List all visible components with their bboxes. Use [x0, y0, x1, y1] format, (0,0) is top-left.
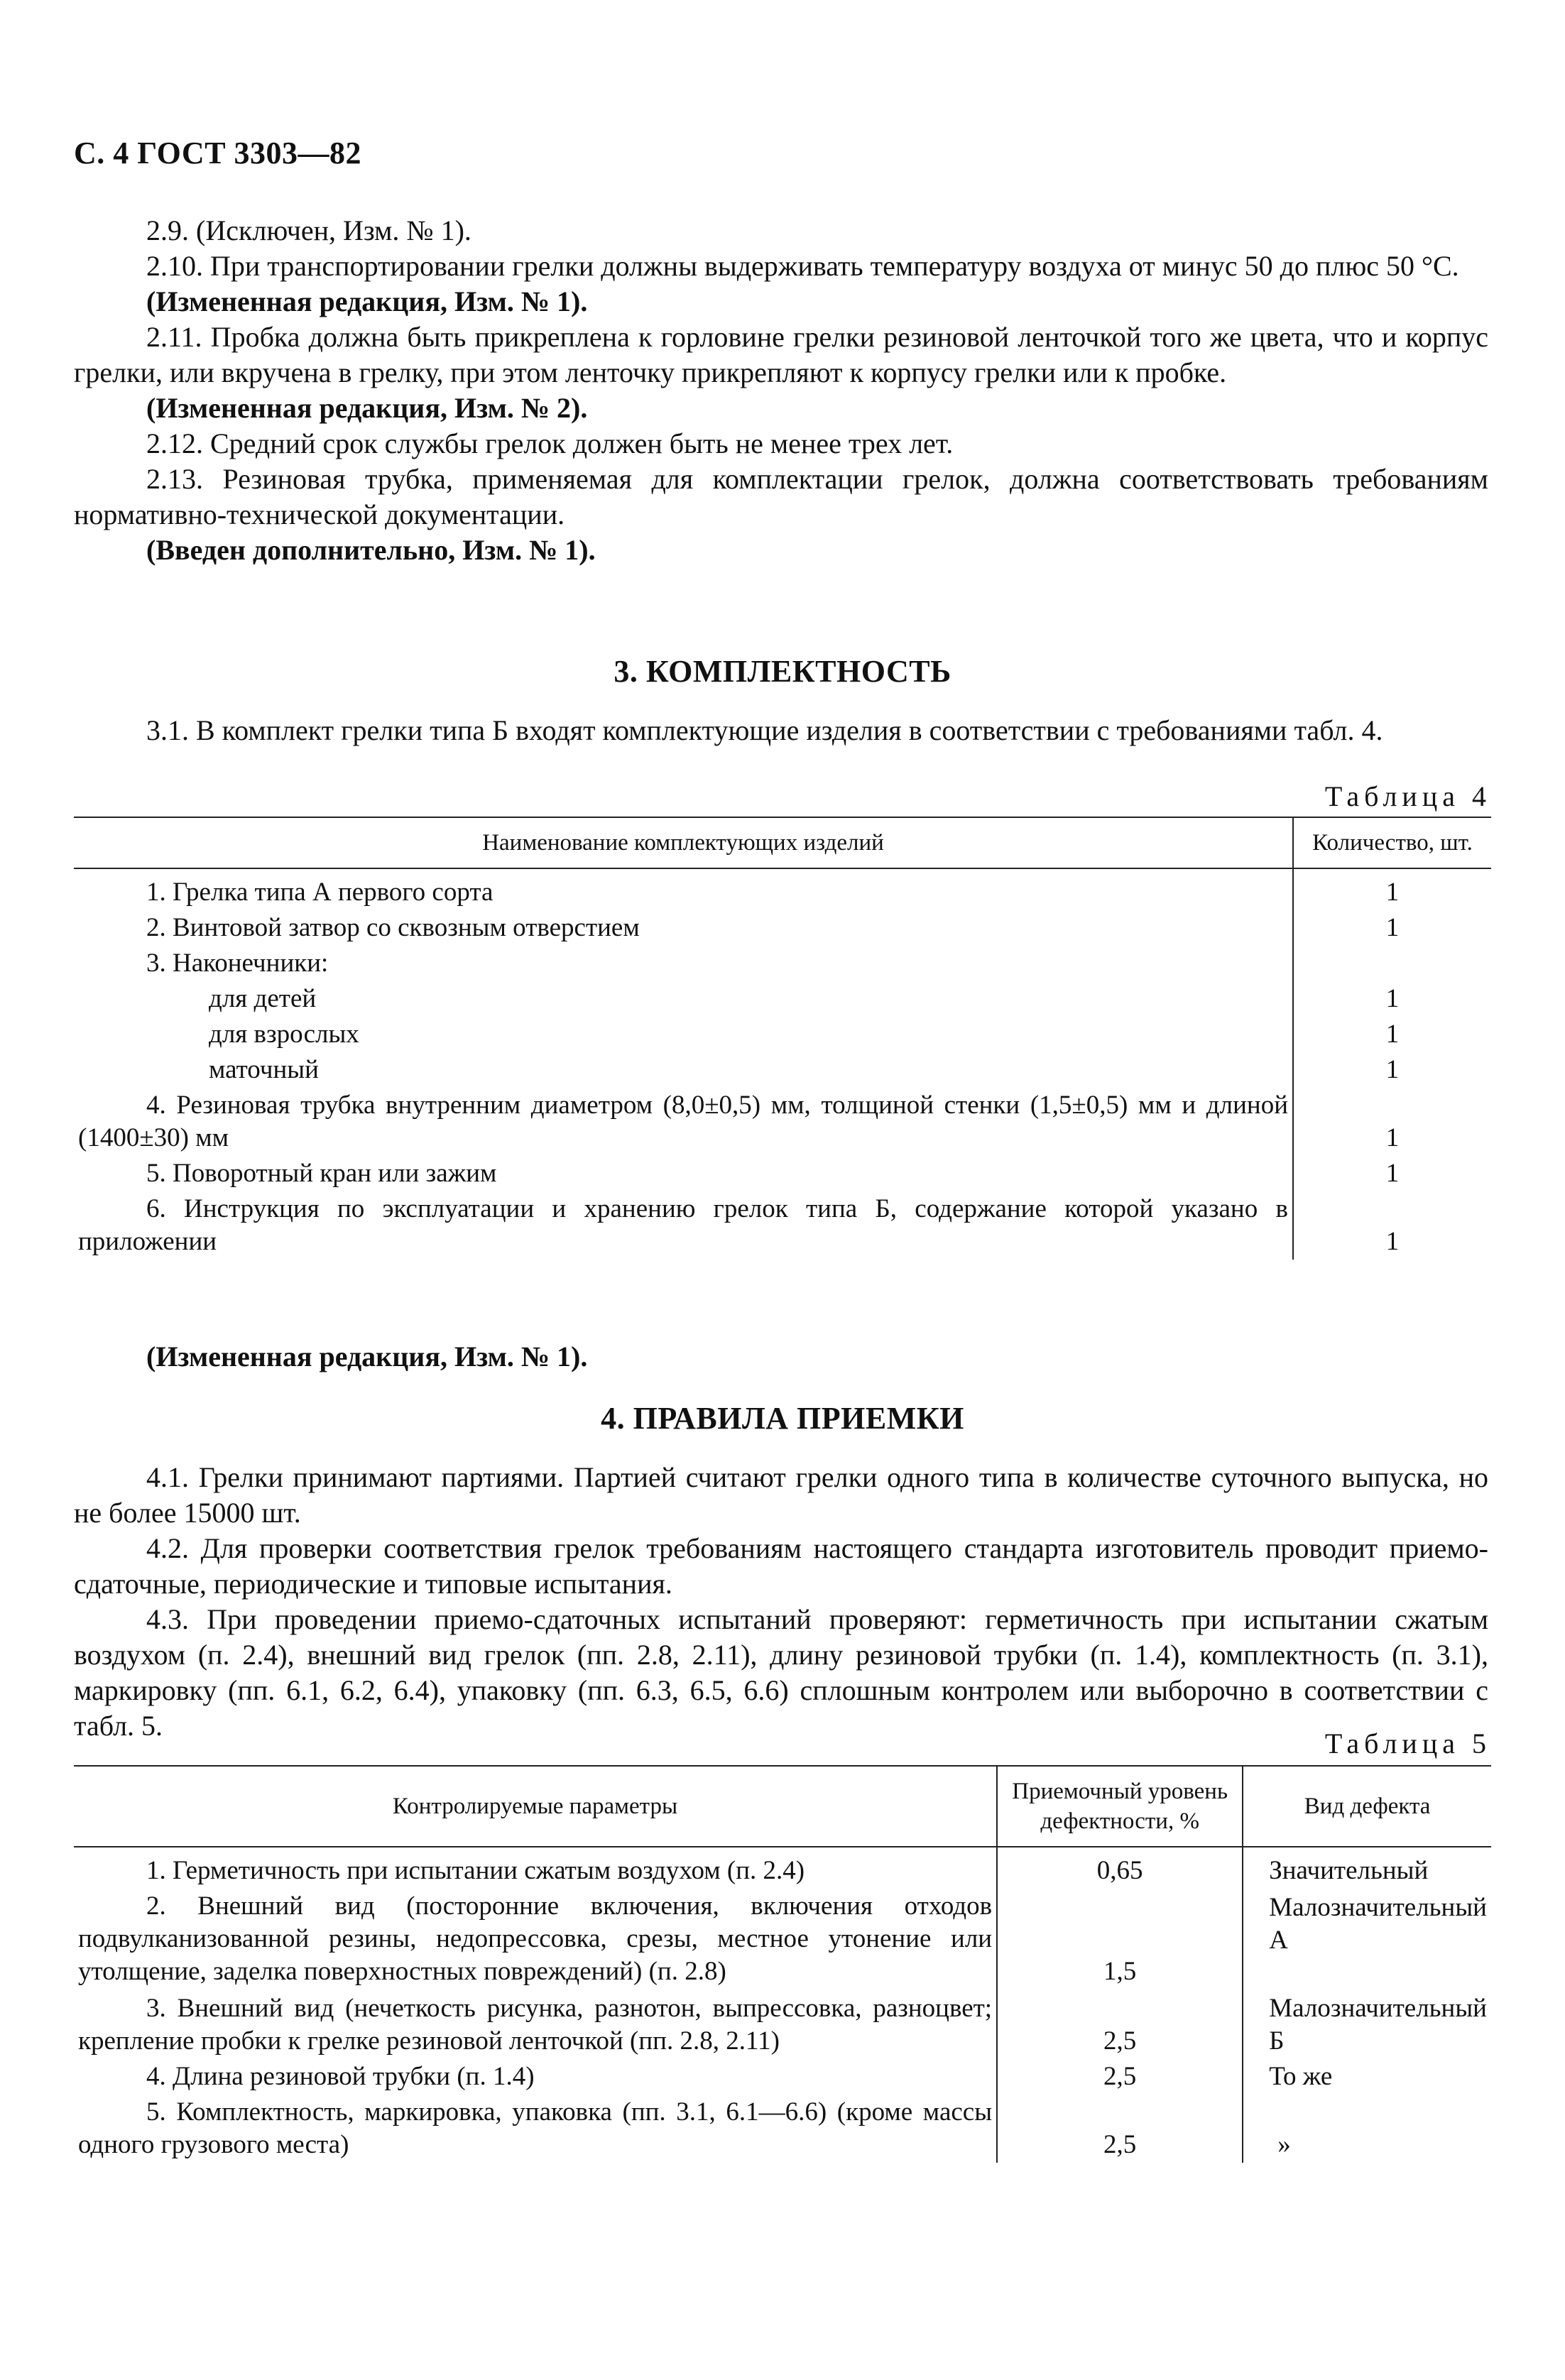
- defect-level: 1,5: [997, 1889, 1243, 1989]
- page-header: С. 4 ГОСТ 3303—82: [74, 136, 362, 170]
- table-row: [74, 2059, 1491, 2095]
- defect-kind: То же: [1243, 2059, 1491, 2095]
- item-qty: 1: [1293, 1052, 1491, 1088]
- table-row: [74, 868, 1491, 910]
- item-name: 1. Грелка типа А первого сорта: [146, 878, 494, 907]
- table-4-caption: Таблица 4: [1324, 780, 1491, 812]
- item-name: маточный: [209, 1055, 319, 1084]
- item-qty: 1: [1293, 910, 1491, 946]
- item-qty: 1: [1293, 1017, 1491, 1052]
- table-row: [74, 1191, 1491, 1260]
- amendment-note: (Измененная редакция, Изм. № 1).: [146, 1341, 588, 1372]
- section-3-note: [74, 1339, 1488, 1375]
- clause-4-1: 4.1. Грелки принимают партиями. Партией считают грелки одного типа в количестве суточного выпуска, но не более 15000 шт.: [74, 1461, 1488, 1529]
- table-row: [74, 1088, 1491, 1156]
- item-name: 6. Инструкция по эксплуатации и хранению грелок типа Б, содержание которой указано в приложении: [78, 1194, 1288, 1256]
- param-name: 4. Длина резиновой трубки (п. 1.4): [146, 2062, 535, 2091]
- section-4-text: [74, 1460, 1488, 1744]
- table-row: [74, 1017, 1491, 1052]
- table-row: [74, 981, 1491, 1017]
- clause-2-10: 2.10. При транспортировании грелки должны выдерживать температуру воздуха от минус 50 до плюс 50 °С.: [146, 250, 1459, 282]
- table-row: [74, 1989, 1491, 2059]
- param-name: 1. Герметичность при испытании сжатым воздухом (п. 2.4): [146, 1856, 805, 1885]
- clause-4-3: 4.3. При проведении приемо-сдаточных испытаний проверяют: герметичность при испытании сжатым воздухом (п. 2.4), внешний вид грелок (пп. 2.8, 2.11), длину резиновой трубки (п. 1.4), комплектность (п. 3.1), маркировку (пп. 6.1, 6.2, 6.4), упаковку (пп. 6.3, 6.5, 6.6) сплошным контролем или выборочно в соответствии с табл. 5.: [74, 1603, 1488, 1742]
- item-name: для детей: [209, 984, 317, 1013]
- table-5: [74, 1765, 1491, 2163]
- item-name: 5. Поворотный кран или зажим: [146, 1159, 497, 1188]
- item-qty: 1: [1293, 1088, 1491, 1156]
- table-header-row: [74, 1766, 1491, 1847]
- amendment-note: (Введен дополнительно, Изм. № 1).: [146, 534, 596, 566]
- amendment-note: (Измененная редакция, Изм. № 1).: [146, 285, 588, 317]
- clause-4-2: 4.2. Для проверки соответствия грелок требованиям настоящего стандарта изготовитель проводит приемо-сдаточные, периодические и типовые испытания.: [74, 1532, 1488, 1600]
- defect-kind: Малозначительный Б: [1243, 1989, 1491, 2059]
- column-header-qty: Количество, шт.: [1293, 817, 1491, 868]
- defect-level: 0,65: [997, 1847, 1243, 1889]
- table-header-row: [74, 817, 1491, 868]
- table-row: [74, 1889, 1491, 1989]
- item-qty: 1: [1293, 981, 1491, 1017]
- table-row: [74, 1052, 1491, 1088]
- param-name: 5. Комплектность, маркировка, упаковка (пп. 3.1, 6.1—6.6) (кроме массы одного грузового места): [78, 2097, 993, 2159]
- param-name: 2. Внешний вид (посторонние включения, включения отходов подвулканизованной резины, недопрессовка, срезы, местное утонение или утолщение, заделка поверхностных повреждений) (п. 2.8): [78, 1892, 993, 1986]
- column-header-kind: Вид дефекта: [1243, 1766, 1491, 1847]
- section-2-text: [74, 213, 1488, 568]
- section-3-title: 3. КОМПЛЕКТНОСТЬ: [614, 654, 951, 689]
- column-header-param: Контролируемые параметры: [74, 1766, 997, 1847]
- item-name: 4. Резиновая трубка внутренним диаметром (8,0±0,5) мм, толщиной стенки (1,5±0,5) мм и длиной (1400±30) мм: [78, 1091, 1288, 1152]
- item-name: 3. Наконечники:: [146, 949, 329, 978]
- defect-kind: Значительный: [1243, 1847, 1491, 1889]
- table-row: [74, 2095, 1491, 2163]
- item-qty: 1: [1293, 1156, 1491, 1191]
- clause-2-12: 2.12. Средний срок службы грелок должен быть не менее трех лет.: [146, 427, 954, 459]
- clause-3-1: 3.1. В комплект грелки типа Б входят комплектующие изделия в соответствии с требованиями табл. 4.: [146, 714, 1383, 746]
- section-4-title: 4. ПРАВИЛА ПРИЕМКИ: [601, 1401, 964, 1436]
- table-row: [74, 946, 1491, 981]
- clause-2-13: 2.13. Резиновая трубка, применяемая для комплектации грелок, должна соответствовать требованиям нормативно-технической документации.: [74, 463, 1488, 530]
- defect-level: 2,5: [997, 2059, 1243, 2095]
- clause-2-11: 2.11. Пробка должна быть прикреплена к горловине грелки резиновой ленточкой того же цвета, что и корпус грелки, или вкручена в грелку, при этом ленточку прикрепляют к корпусу грелки или к пробке.: [74, 321, 1488, 388]
- table-row: [74, 1156, 1491, 1191]
- section-3-text: [74, 713, 1488, 748]
- item-qty: 1: [1293, 868, 1491, 910]
- table-row: [74, 1847, 1491, 1889]
- item-name: для взрослых: [209, 1020, 359, 1049]
- defect-kind: »: [1243, 2095, 1491, 2163]
- item-qty: 1: [1293, 1191, 1491, 1260]
- column-header-name: Наименование комплектующих изделий: [74, 817, 1293, 868]
- defect-kind: Малозначительный А: [1243, 1889, 1491, 1989]
- item-qty: [1293, 946, 1491, 981]
- clause-2-9: 2.9. (Исключен, Изм. № 1).: [146, 214, 471, 246]
- amendment-note: (Измененная редакция, Изм. № 2).: [146, 392, 588, 424]
- table-5-caption: Таблица 5: [1324, 1727, 1491, 1759]
- column-header-level: Приемочный уровень дефектности, %: [997, 1766, 1243, 1847]
- table-row: [74, 910, 1491, 946]
- param-name: 3. Внешний вид (нечеткость рисунка, разнотон, выпрессовка, разноцвет; крепление пробки к грелке резиновой ленточкой (пп. 2.8, 2.11): [78, 1994, 993, 2056]
- defect-level: 2,5: [997, 2095, 1243, 2163]
- item-name: 2. Винтовой затвор со сквозным отверстием: [146, 913, 640, 942]
- defect-level: 2,5: [997, 1989, 1243, 2059]
- table-4: [74, 817, 1491, 1260]
